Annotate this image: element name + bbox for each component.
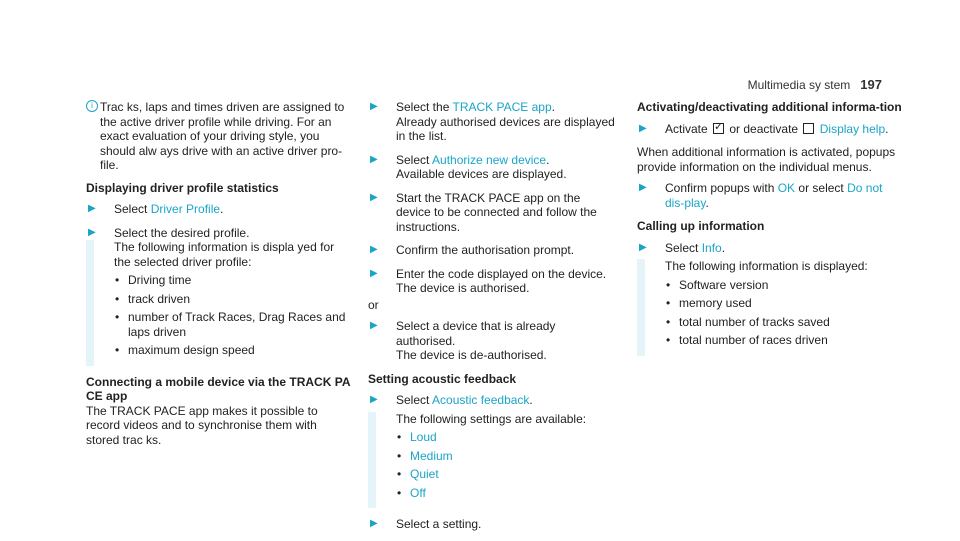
note-text: Trac ks, laps and times driven are assigned to the active driver profile while driving. For an exact evaluation of your driving style, you should alw ays drive with an active driver pro-file. [100, 100, 345, 172]
info-icon: i [86, 100, 98, 112]
option-quiet[interactable]: • Quiet [397, 467, 439, 481]
step-select-info: ▶ Select Info. The following information is displayed: • Software version • memory used • total number of tracks saved • total number of races driven [637, 241, 902, 356]
list-item: • track driven [115, 291, 191, 306]
or-text: or [368, 297, 379, 312]
step-display-help: ▶ Activate ✓ or deactivate Display help. [637, 122, 902, 137]
info-note [86, 100, 351, 173]
heading-connect-device: Connecting a mobile device via the TRACK PA CE app [86, 374, 351, 403]
step-confirm-prompt: ▶ Confirm the authorisation prompt. [370, 243, 575, 257]
driver-profile-link[interactable]: Driver Profile [150, 202, 221, 216]
heading-additional-info: Activating/deactivating additional informa-tion [637, 100, 902, 114]
step-subtext: Already authorised devices are displayed in the list. [396, 114, 615, 143]
list-item: • memory used [666, 296, 752, 310]
heading-calling-info: Calling up information [637, 219, 765, 233]
ok-link[interactable]: OK [777, 181, 796, 195]
info-list [665, 278, 902, 348]
do-not-display-link[interactable]: Do not dis-play [665, 181, 883, 210]
list-item: • Software version [666, 277, 769, 292]
info-link[interactable]: Info [701, 240, 722, 255]
column-1 [86, 100, 351, 454]
arrow-icon: ▶ [370, 320, 378, 331]
arrow-icon: ▶ [639, 182, 647, 193]
step-deauthorize: ▶ Select a device that is already authorised. The device is de-authorised. [368, 319, 618, 363]
arrow-icon: ▶ [370, 101, 378, 112]
step-subtext: The device is authorised. [396, 281, 530, 295]
arrow-icon: ▶ [639, 122, 647, 134]
step-select-app: ▶ Select the TRACK PACE app. Already authorised devices are displayed in the list. [368, 100, 618, 144]
step-detail [86, 240, 351, 366]
step-subtext: Available devices are displayed. [396, 167, 567, 181]
arrow-icon: ▶ [88, 226, 96, 238]
arrow-icon: ▶ [370, 518, 378, 529]
paragraph: When additional information is activated, popups provide information on the individual menus. [637, 145, 896, 174]
option-off[interactable]: • Off [397, 485, 426, 500]
step-confirm-popups: ▶ Confirm popups with OK or select Do not dis-play. [639, 181, 883, 210]
step-select-driver-profile [86, 202, 351, 217]
step-subtext: The following settings are available: [396, 411, 587, 426]
list-item: • number of Track Races, Drag Races and laps driven [115, 310, 346, 339]
step-detail [368, 412, 618, 509]
step-subtext: The following information is displa yed for the selected driver profile: [114, 240, 335, 269]
arrow-icon: ▶ [370, 394, 378, 405]
arrow-icon: ▶ [370, 244, 378, 255]
list-item: • total number of races driven [666, 333, 828, 347]
step-select-setting: ▶ Select a setting. [370, 517, 482, 531]
page-number: 197 [860, 77, 882, 92]
step-text: Select [114, 202, 151, 216]
arrow-icon: ▶ [639, 241, 647, 253]
arrow-icon: ▶ [370, 153, 378, 165]
step-authorize: ▶ Select Authorize new device. Available devices are displayed. [368, 153, 618, 182]
arrow-icon: ▶ [370, 191, 378, 203]
step-select-profile [86, 226, 351, 366]
heading-acoustic-feedback: Setting acoustic feedback [368, 371, 517, 386]
step-subtext: The following information is displayed: [665, 259, 868, 273]
page-header [748, 77, 882, 92]
paragraph: The TRACK PACE app makes it possible to record videos and to synchronise them with stored trac ks. [86, 403, 318, 447]
step-subtext: The device is de-authorised. [396, 348, 547, 362]
section-title: Multimedia sy stem [747, 78, 851, 92]
heading-driver-statistics: Displaying driver profile statistics [86, 180, 279, 195]
column-3 [637, 100, 902, 365]
step-enter-code: ▶ Enter the code displayed on the device. The device is authorised. [368, 267, 618, 296]
column-2 [368, 100, 618, 541]
step-text: Select the desired profile. [114, 225, 250, 240]
option-loud[interactable]: • Loud [397, 430, 437, 444]
checkbox-unchecked-icon [803, 123, 814, 134]
list-item: • Driving time [115, 273, 192, 287]
track-pace-app-link[interactable]: TRACK PACE app [452, 100, 552, 114]
arrow-icon: ▶ [370, 267, 378, 279]
step-detail [637, 259, 902, 356]
list-item: • total number of tracks saved [666, 314, 830, 329]
option-medium[interactable]: • Medium [397, 448, 453, 463]
list-item: • maximum design speed [115, 343, 255, 357]
step-select-acoustic: ▶ Select Acoustic feedback. The following settings are available: • Loud • Medium • Quiet • Off [368, 393, 618, 508]
profile-info-list [114, 273, 351, 358]
step-text: . [220, 202, 224, 216]
checkbox-checked-icon [713, 123, 724, 134]
step-start-app: ▶ Start the TRACK PACE app on the device to be connected and follow the instructions. [370, 190, 597, 234]
acoustic-options [396, 430, 618, 500]
authorize-new-device-link[interactable]: Authorize new device [432, 152, 547, 167]
acoustic-feedback-link[interactable]: Acoustic feedback [432, 393, 530, 407]
arrow-icon: ▶ [88, 203, 96, 214]
display-help-link[interactable]: Display help [819, 121, 886, 136]
